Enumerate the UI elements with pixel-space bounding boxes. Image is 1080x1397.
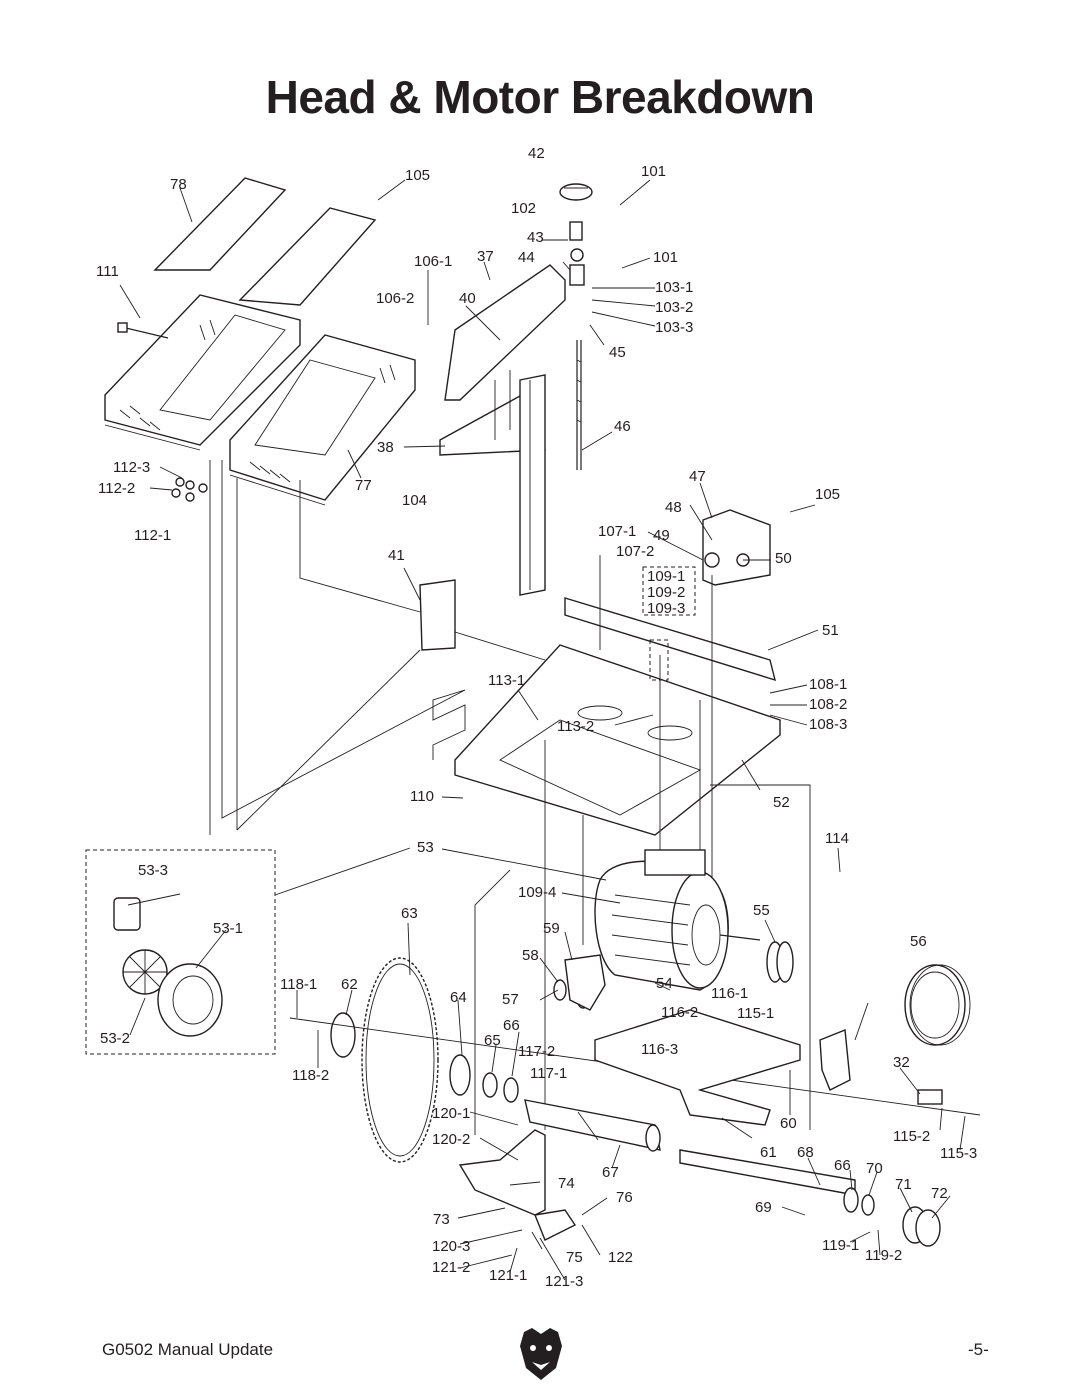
motor-pulley-55 [767, 942, 793, 982]
callout-56: 56 [910, 933, 927, 950]
saw-blade-63 [362, 958, 438, 1162]
callout-121-1: 121-1 [489, 1267, 528, 1284]
callout-109-2: 109-2 [647, 584, 686, 601]
callout-105: 105 [405, 167, 431, 184]
callout-67: 67 [602, 1164, 619, 1181]
callout-63: 63 [401, 905, 418, 922]
callout-109-1: 109-1 [647, 568, 686, 585]
callout-72: 72 [931, 1185, 948, 1202]
callout-51: 51 [822, 622, 839, 639]
bolt-111 [118, 323, 168, 338]
arbor-bracket-59 [565, 955, 605, 1010]
belt-guard-cover-78 [105, 178, 415, 505]
callout-101-b: 101 [653, 249, 679, 266]
motor-53 [595, 850, 760, 990]
callout-74: 74 [558, 1175, 575, 1192]
footer-manual-name: G0502 Manual Update [102, 1340, 274, 1359]
callout-108-1: 108-1 [809, 676, 848, 693]
callout-104: 104 [402, 492, 428, 509]
callout-73: 73 [433, 1211, 450, 1228]
callout-112-1: 112-1 [134, 527, 172, 544]
motor-mount-column [440, 265, 565, 595]
callout-78: 78 [170, 176, 187, 193]
callout-66: 66 [503, 1017, 520, 1034]
callout-77: 77 [355, 477, 372, 494]
callout-49: 49 [653, 527, 670, 544]
callout-69: 69 [755, 1199, 772, 1216]
washers-112 [172, 478, 207, 501]
callout-107-2: 107-2 [616, 543, 655, 560]
callout-71: 71 [895, 1176, 912, 1193]
callout-53-2: 53-2 [100, 1030, 131, 1047]
callout-60: 60 [780, 1115, 797, 1132]
callout-112-2: 112-2 [98, 480, 136, 497]
callout-103-2: 103-2 [655, 299, 694, 316]
callout-40: 40 [459, 290, 476, 307]
callout-110: 110 [410, 788, 434, 805]
callout-53-3: 53-3 [138, 862, 169, 879]
adjustment-knob-42 [560, 184, 592, 200]
callout-68: 68 [797, 1144, 814, 1161]
callout-52: 52 [773, 794, 790, 811]
callout-103-3: 103-3 [655, 319, 694, 336]
callout-70: 70 [866, 1160, 883, 1177]
callout-117-2: 117-2 [518, 1043, 556, 1060]
motor-fan-cover-parts [114, 898, 222, 1036]
callout-65: 65 [484, 1032, 501, 1049]
bear-logo-icon [518, 1326, 564, 1382]
callout-109-4: 109-4 [518, 884, 557, 901]
callout-121-3: 121-3 [545, 1273, 584, 1290]
switch-box [703, 510, 770, 585]
callout-46: 46 [614, 418, 631, 435]
callout-101: 101 [641, 163, 667, 180]
page-number: -5- [968, 1340, 989, 1359]
callout-44: 44 [518, 249, 535, 266]
arbor-bracket-60 [595, 1010, 800, 1125]
callout-115-3: 115-3 [940, 1145, 978, 1162]
callout-42: 42 [528, 145, 545, 162]
arbor-shaft-68 [680, 1150, 940, 1246]
callout-64: 64 [450, 989, 467, 1006]
callout-120-1: 120-1 [432, 1105, 471, 1122]
callout-111: 111 [96, 263, 119, 280]
callout-115-1: 115-1 [737, 1005, 775, 1022]
callout-76: 76 [616, 1189, 633, 1206]
callout-120-3: 120-3 [432, 1238, 471, 1255]
callout-57: 57 [502, 991, 519, 1008]
callout-106-1: 106-1 [414, 253, 453, 270]
adjustment-screw-46 [570, 222, 584, 470]
callout-102: 102 [511, 200, 537, 217]
callout-118-1: 118-1 [280, 976, 318, 993]
callout-59: 59 [543, 920, 560, 937]
callout-105-b: 105 [815, 486, 841, 503]
callout-118-2: 118-2 [292, 1067, 330, 1084]
callout-116-3: 116-3 [641, 1041, 679, 1058]
callout-62: 62 [341, 976, 358, 993]
callout-119-1: 119-1 [822, 1237, 860, 1254]
callout-106-2: 106-2 [376, 290, 415, 307]
callout-113-2: 113-2 [557, 718, 595, 735]
callout-48: 48 [665, 499, 682, 516]
callout-53: 53 [417, 839, 434, 856]
callout-55: 55 [753, 902, 770, 919]
callout-122: 122 [608, 1249, 634, 1266]
callout-47: 47 [689, 468, 706, 485]
callout-114: 114 [825, 830, 849, 847]
callout-119-2: 119-2 [865, 1247, 903, 1264]
callout-120-2: 120-2 [432, 1131, 471, 1148]
callout-108-2: 108-2 [809, 696, 848, 713]
callout-107-1: 107-1 [598, 523, 637, 540]
callout-103-1: 103-1 [655, 279, 694, 296]
callout-116-1: 116-1 [711, 985, 749, 1002]
callout-75: 75 [566, 1249, 583, 1266]
callout-117-1: 117-1 [530, 1065, 568, 1082]
callout-41: 41 [388, 547, 405, 564]
callout-43: 43 [527, 229, 544, 246]
callout-116-2: 116-2 [661, 1004, 699, 1021]
callout-32: 32 [893, 1054, 910, 1071]
callout-113-1: 113-1 [488, 672, 526, 689]
callout-112-3: 112-3 [113, 459, 151, 476]
callout-66-b: 66 [834, 1157, 851, 1174]
callout-61: 61 [760, 1144, 777, 1161]
drive-belt-56 [905, 965, 970, 1045]
callout-45: 45 [609, 344, 626, 361]
callout-109-3: 109-3 [647, 600, 686, 617]
callout-58: 58 [522, 947, 539, 964]
callout-50: 50 [775, 550, 792, 567]
callout-38: 38 [377, 439, 394, 456]
callout-121-2: 121-2 [432, 1259, 471, 1276]
callout-108-3: 108-3 [809, 716, 848, 733]
callout-53-1: 53-1 [213, 920, 244, 937]
callout-54: 54 [656, 975, 673, 992]
callout-115-2: 115-2 [893, 1128, 931, 1145]
page-title: Head & Motor Breakdown [265, 71, 815, 123]
callout-37: 37 [477, 248, 494, 265]
bracket-41 [420, 580, 455, 650]
